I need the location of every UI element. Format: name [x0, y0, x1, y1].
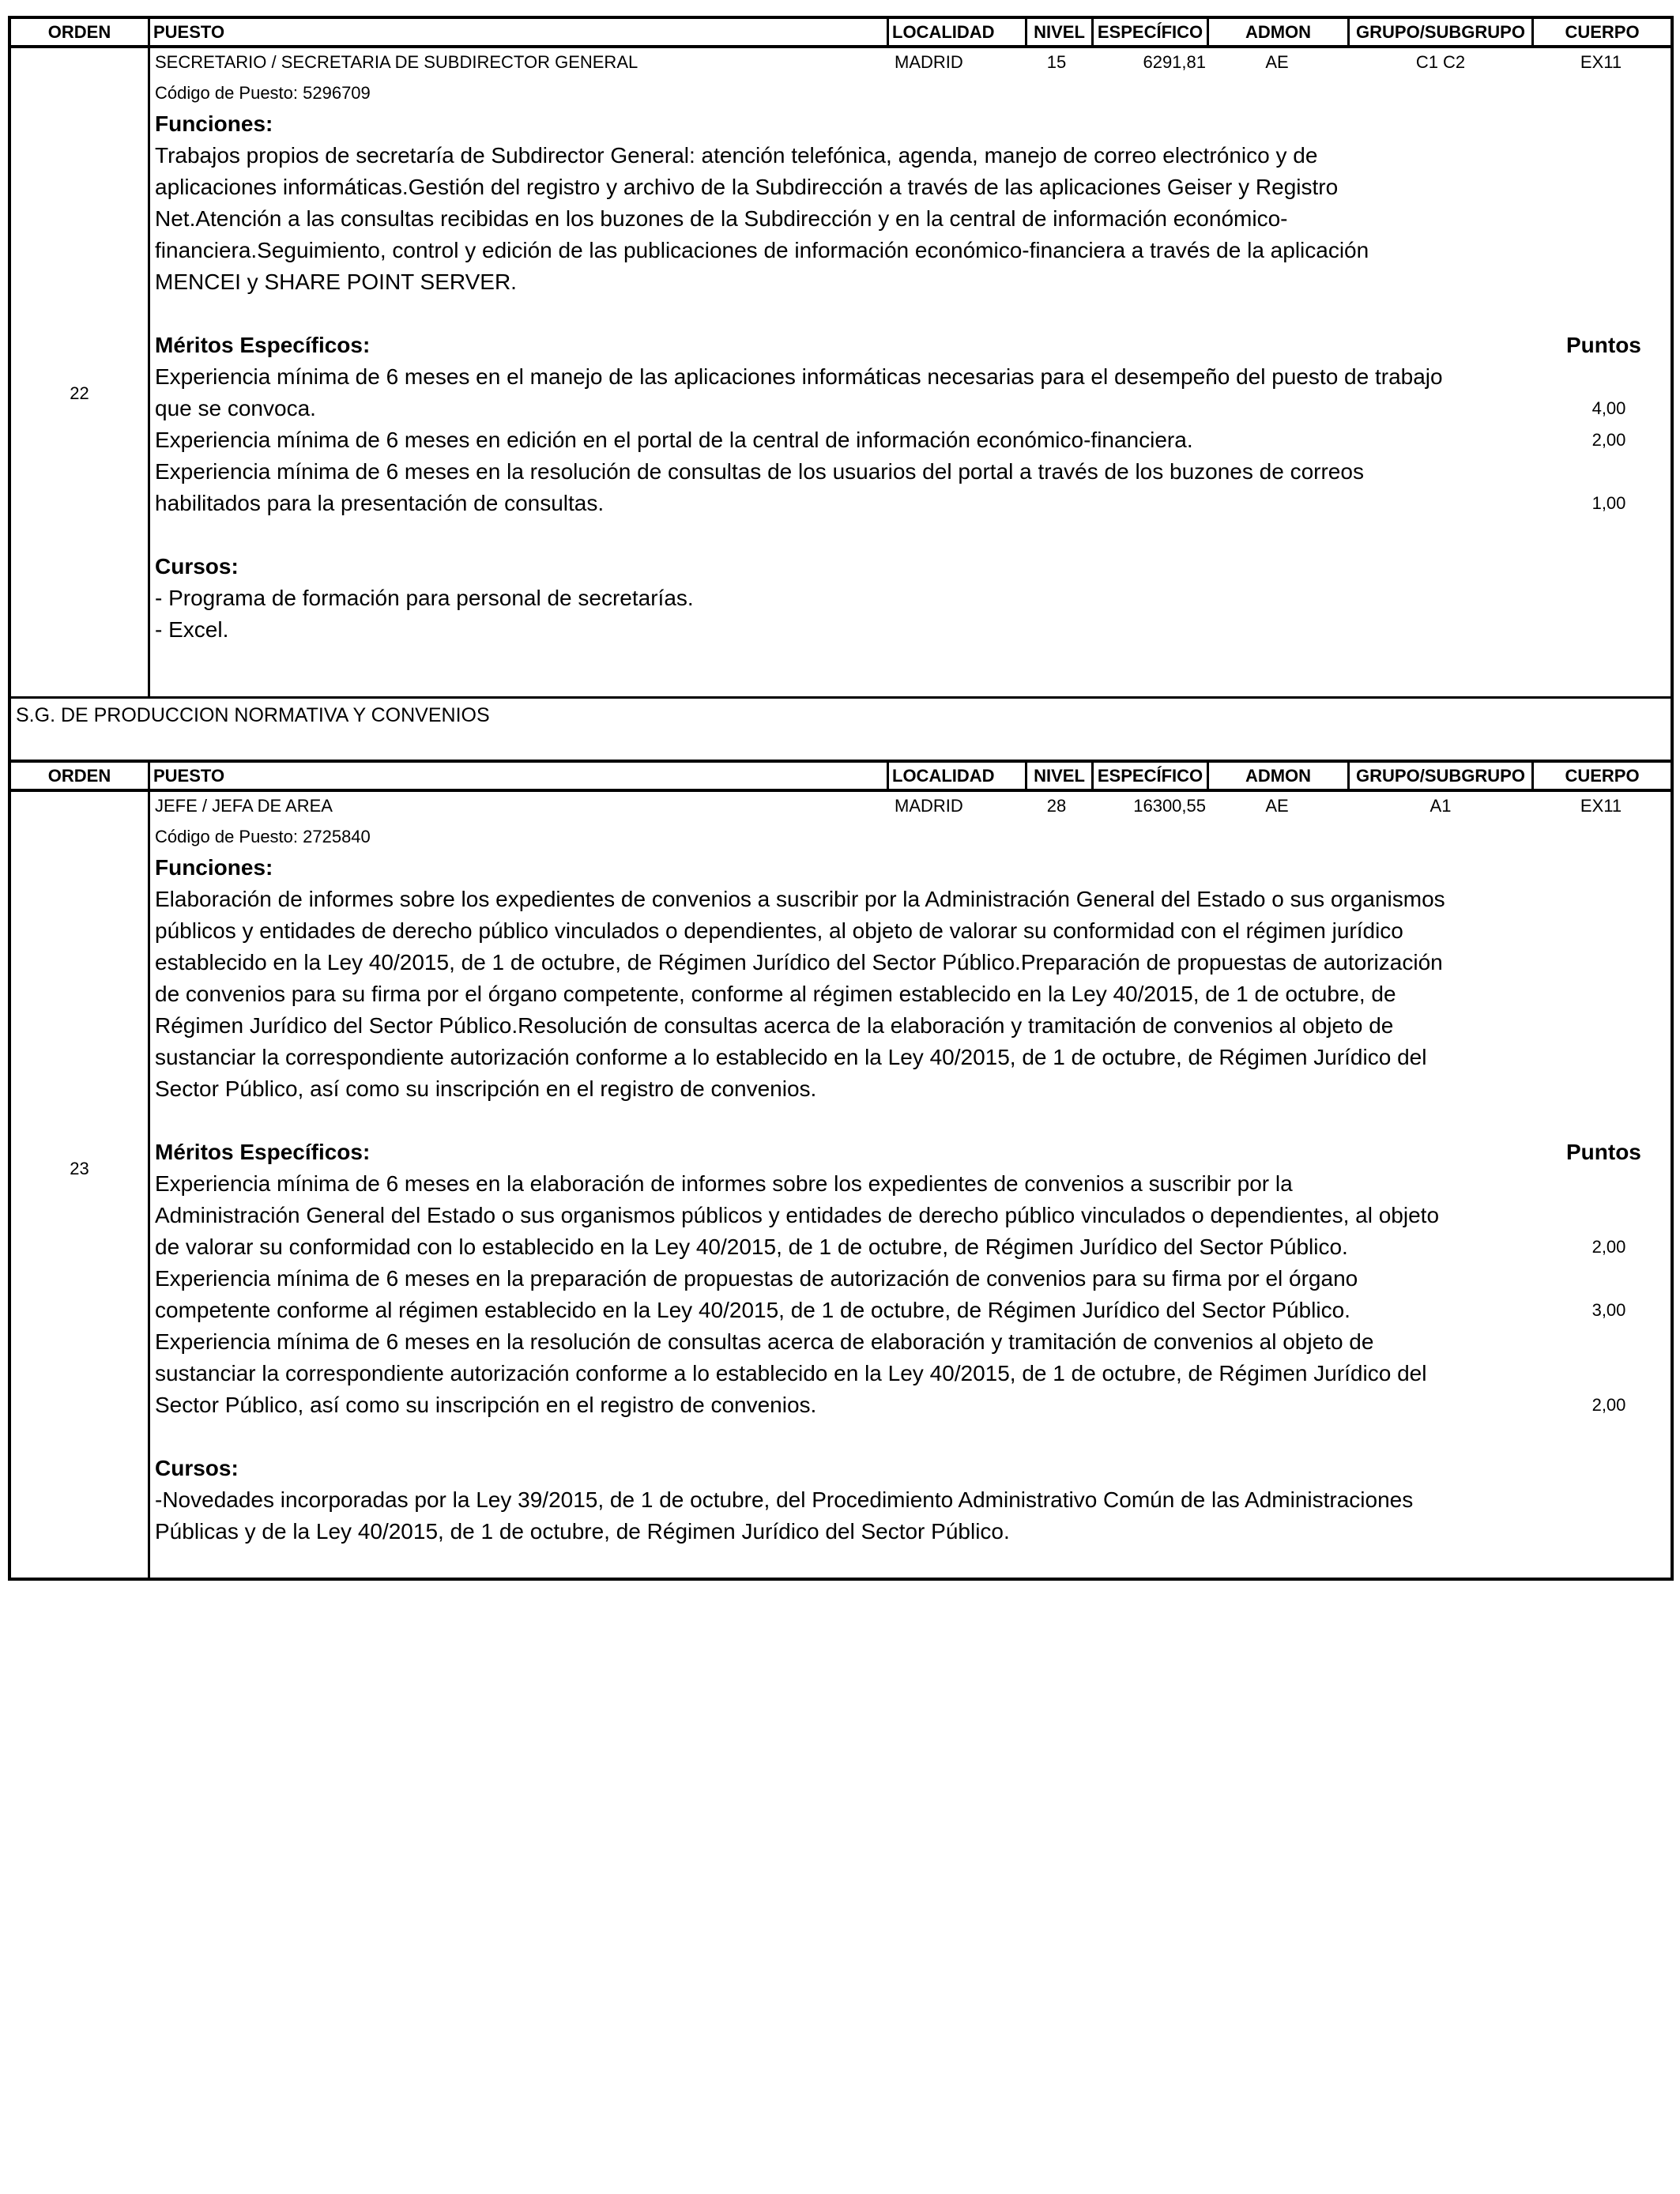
funciones-line: Elaboración de informes sobre los expedientes de convenios a suscribir por la Administración General del Estado o sus organismos [155, 887, 1445, 911]
grupo-value: A1 [1430, 796, 1452, 816]
orden-number: 23 [70, 1159, 89, 1178]
header-grupo: GRUPO/SUBGRUPO [1347, 763, 1531, 789]
puntos-value: 4,00 [1591, 398, 1626, 418]
meritos-line: Experiencia mínima de 6 meses en el manejo de las aplicaciones informáticas necesarias para el desempeño del puesto de trabajo [155, 364, 1443, 389]
funciones-line: aplicaciones informáticas.Gestión del registro y archivo de la Subdirección a través de las aplicaciones Geiser y Registro [155, 175, 1339, 199]
funciones-line: Net.Atención a las consultas recibidas en los buzones de la Subdirección y en la central de información económico- [155, 206, 1288, 231]
section-heading [8, 696, 1674, 760]
cursos-line: - Excel. [155, 617, 229, 642]
section-title: S.G. DE PRODUCCION NORMATIVA Y CONVENIOS [16, 704, 490, 726]
header-puesto: PUESTO [148, 19, 887, 45]
puntos-value: 2,00 [1591, 1395, 1626, 1415]
cursos-title: Cursos: [155, 1456, 239, 1480]
funciones-line: Régimen Jurídico del Sector Público.Resolución de consultas acerca de la elaboración y tramitación de convenios al objeto de [155, 1013, 1394, 1038]
meritos-line: Sector Público, así como su inscripción en el registro de convenios. [155, 1393, 817, 1417]
especifico-value: 16300,55 [1133, 796, 1206, 816]
header-grupo: GRUPO/SUBGRUPO [1347, 19, 1531, 45]
funciones-line: Sector Público, así como su inscripción en el registro de convenios. [155, 1076, 817, 1101]
table-header [8, 760, 1674, 792]
meritos-line: Experiencia mínima de 6 meses en la resolución de consultas acerca de elaboración y tramitación de convenios al objeto de [155, 1329, 1374, 1354]
header-cuerpo: CUERPO [1531, 19, 1671, 45]
localidad-value: MADRID [895, 796, 963, 816]
puntos-title: Puntos [1566, 1140, 1641, 1164]
document-table [8, 16, 1674, 1581]
nivel-value: 15 [1046, 52, 1067, 72]
header-nivel: NIVEL [1025, 19, 1091, 45]
nivel-value: 28 [1046, 796, 1067, 816]
puntos-value: 2,00 [1591, 430, 1626, 450]
puesto-name: SECRETARIO / SECRETARIA DE SUBDIRECTOR GENERAL [155, 52, 638, 72]
table-header [8, 16, 1674, 48]
funciones-title: Funciones: [155, 855, 273, 880]
meritos-line: Administración General del Estado o sus organismos públicos y entidades de derecho público vinculados o dependientes, al objeto [155, 1203, 1440, 1227]
funciones-line: MENCEI y SHARE POINT SERVER. [155, 270, 517, 294]
puntos-value: 2,00 [1591, 1237, 1626, 1257]
especifico-value: 6291,81 [1143, 52, 1206, 72]
meritos-line: competente conforme al régimen establecido en la Ley 40/2015, de 1 de octubre, de Régimen Jurídico del Sector Público. [155, 1298, 1350, 1322]
funciones-line: financiera.Seguimiento, control y edición de las publicaciones de información económico-financiera a través de la aplicación [155, 238, 1369, 262]
funciones-line: públicos y entidades de derecho público vinculados o dependientes, al objeto de valorar su conformidad con el régimen jurídico [155, 918, 1403, 943]
header-orden: ORDEN [47, 22, 111, 42]
meritos-line: Experiencia mínima de 6 meses en la resolución de consultas de los usuarios del portal a través de los buzones de correos [155, 459, 1364, 484]
admon-value: AE [1265, 52, 1289, 72]
header-admon: ADMON [1207, 19, 1347, 45]
cursos-line: Públicas y de la Ley 40/2015, de 1 de octubre, de Régimen Jurídico del Sector Público. [155, 1519, 1010, 1544]
cuerpo-value: EX11 [1580, 52, 1622, 72]
orden-number: 22 [70, 383, 89, 403]
meritos-line: habilitados para la presentación de consultas. [155, 491, 605, 515]
puntos-value: 3,00 [1591, 1300, 1626, 1320]
funciones-line: de convenios para su firma por el órgano competente, conforme al régimen establecido en la Ley 40/2015, de 1 de octubre, de [155, 982, 1396, 1006]
codigo-puesto: Código de Puesto: 2725840 [155, 827, 371, 846]
meritos-line: sustanciar la correspondiente autorización conforme a lo establecido en la Ley 40/2015, de 1 de octubre, de Régimen Jurídico del [155, 1361, 1427, 1385]
header-especifico: ESPECÍFICO [1091, 763, 1207, 789]
header-nivel: NIVEL [1025, 763, 1091, 789]
meritos-line: Experiencia mínima de 6 meses en edición en el portal de la central de información económico-financiera. [155, 428, 1193, 452]
meritos-title: Méritos Específicos: [155, 1140, 371, 1164]
header-localidad: LOCALIDAD [887, 19, 1025, 45]
puesto-name: JEFE / JEFA DE AREA [155, 796, 333, 816]
header-orden: ORDEN [47, 766, 111, 786]
header-especifico: ESPECÍFICO [1091, 19, 1207, 45]
header-puesto: PUESTO [148, 763, 887, 789]
header-cuerpo: CUERPO [1531, 763, 1671, 789]
meritos-title: Méritos Específicos: [155, 333, 371, 357]
cuerpo-value: EX11 [1580, 796, 1622, 816]
funciones-line: sustanciar la correspondiente autorización conforme a lo establecido en la Ley 40/2015, de 1 de octubre, de Régimen Jurídico del [155, 1045, 1427, 1069]
meritos-line: Experiencia mínima de 6 meses en la elaboración de informes sobre los expedientes de convenios a suscribir por la [155, 1171, 1293, 1196]
meritos-line: que se convoca. [155, 396, 316, 420]
cursos-line: -Novedades incorporadas por la Ley 39/2015, de 1 de octubre, del Procedimiento Administrativo Común de las Administraciones [155, 1487, 1414, 1512]
funciones-line: establecido en la Ley 40/2015, de 1 de octubre, de Régimen Jurídico del Sector Público.Preparación de propuestas de autorización [155, 950, 1443, 974]
cursos-title: Cursos: [155, 554, 239, 579]
grupo-value: C1 C2 [1415, 52, 1466, 72]
puntos-title: Puntos [1566, 333, 1641, 357]
puntos-value: 1,00 [1591, 493, 1626, 513]
header-localidad: LOCALIDAD [887, 763, 1025, 789]
admon-value: AE [1265, 796, 1289, 816]
funciones-line: Trabajos propios de secretaría de Subdirector General: atención telefónica, agenda, manejo de correo electrónico y de [155, 143, 1318, 168]
localidad-value: MADRID [895, 52, 963, 72]
meritos-line: Experiencia mínima de 6 meses en la preparación de propuestas de autorización de convenios para su firma por el órgano [155, 1266, 1358, 1291]
funciones-title: Funciones: [155, 111, 273, 136]
cursos-line: - Programa de formación para personal de secretarías. [155, 586, 694, 610]
meritos-line: de valorar su conformidad con lo establecido en la Ley 40/2015, de 1 de octubre, de Régimen Jurídico del Sector Público. [155, 1235, 1348, 1259]
header-admon: ADMON [1207, 763, 1347, 789]
record-row [8, 48, 1674, 696]
record-row [8, 792, 1674, 1581]
codigo-puesto: Código de Puesto: 5296709 [155, 83, 371, 103]
